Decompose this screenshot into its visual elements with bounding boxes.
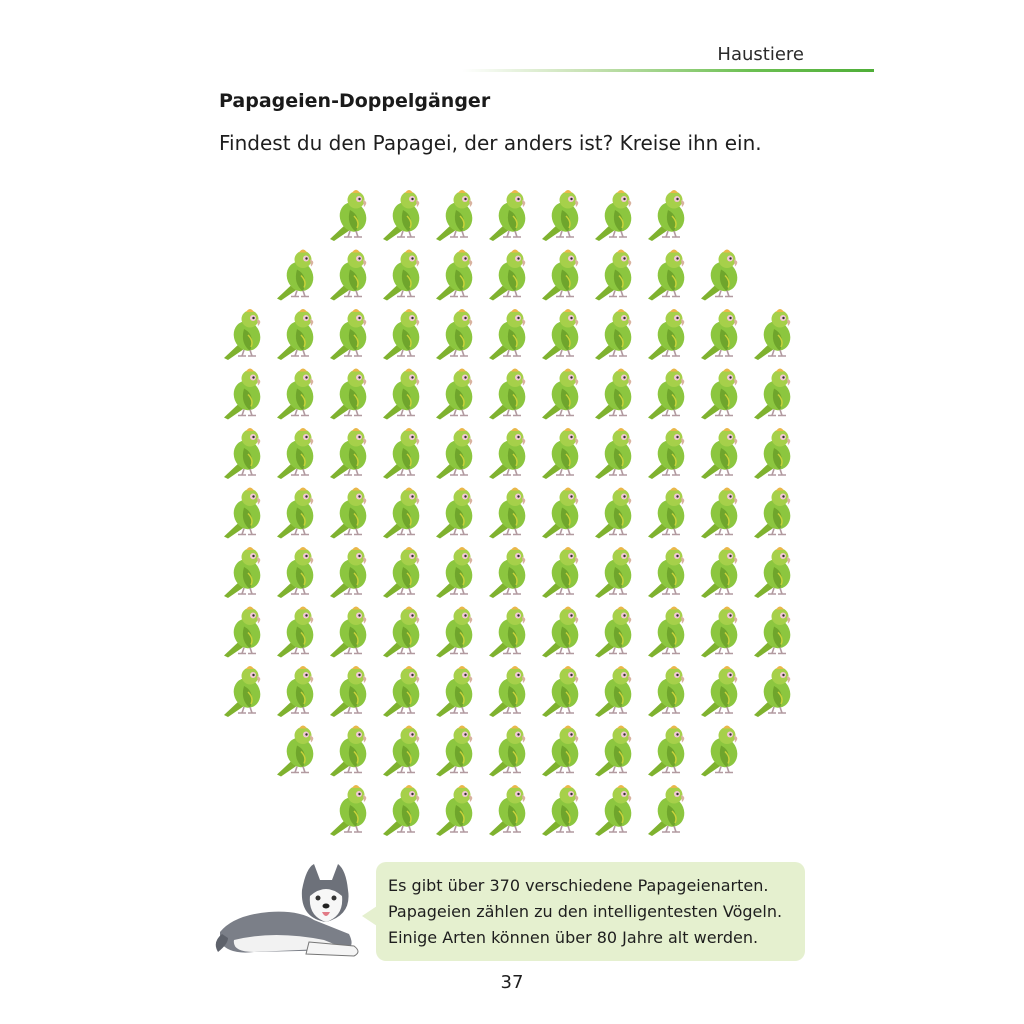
parrot-icon[interactable] xyxy=(542,369,583,420)
section-label: Haustiere xyxy=(717,44,804,65)
parrot-icon[interactable] xyxy=(542,309,583,360)
parrot-icon[interactable] xyxy=(542,547,583,598)
parrot-icon[interactable] xyxy=(277,250,318,301)
parrot-icon[interactable] xyxy=(224,666,265,717)
parrot-icon[interactable] xyxy=(595,547,636,598)
info-line: Papageien zählen zu den intelligentesten Vögeln. xyxy=(388,902,783,921)
parrot-icon[interactable] xyxy=(648,607,689,658)
parrot-icon[interactable] xyxy=(383,726,424,777)
parrot-icon[interactable] xyxy=(383,547,424,598)
parrot-icon[interactable] xyxy=(277,726,318,777)
parrot-icon[interactable] xyxy=(330,369,371,420)
parrot-icon[interactable] xyxy=(754,547,795,598)
parrot-icon[interactable] xyxy=(542,726,583,777)
parrot-icon[interactable] xyxy=(277,428,318,479)
parrot-icon[interactable] xyxy=(701,369,742,420)
parrot-icon[interactable] xyxy=(224,369,265,420)
parrot-icon[interactable] xyxy=(277,488,318,539)
parrot-icon[interactable] xyxy=(701,250,742,301)
parrot-icon[interactable] xyxy=(436,547,477,598)
parrot-icon[interactable] xyxy=(754,666,795,717)
info-box-tail xyxy=(362,906,377,926)
parrot-icon[interactable] xyxy=(383,428,424,479)
parrot-icon[interactable] xyxy=(330,428,371,479)
parrot-icon[interactable] xyxy=(330,726,371,777)
parrot-icon[interactable] xyxy=(330,785,371,836)
parrot-icon[interactable] xyxy=(436,785,477,836)
parrot-icon[interactable] xyxy=(542,190,583,241)
husky-dog-icon xyxy=(214,860,374,965)
parrot-icon[interactable] xyxy=(383,369,424,420)
parrot-icon[interactable] xyxy=(224,309,265,360)
parrot-icon[interactable] xyxy=(489,250,530,301)
info-line: Einige Arten können über 80 Jahre alt werden. xyxy=(388,928,759,947)
parrot-icon[interactable] xyxy=(436,488,477,539)
parrot-icon[interactable] xyxy=(595,250,636,301)
parrot-icon[interactable] xyxy=(648,726,689,777)
header-rule xyxy=(462,69,874,72)
parrot-icon[interactable] xyxy=(436,369,477,420)
parrot-icon[interactable] xyxy=(383,785,424,836)
parrot-icon[interactable] xyxy=(754,488,795,539)
parrot-icon[interactable] xyxy=(542,785,583,836)
exercise-title: Papageien-Doppelgänger xyxy=(219,90,491,112)
parrot-icon[interactable] xyxy=(383,666,424,717)
parrot-icon[interactable] xyxy=(277,607,318,658)
parrot-icon[interactable] xyxy=(648,547,689,598)
parrot-icon[interactable] xyxy=(542,250,583,301)
parrot-icon[interactable] xyxy=(595,369,636,420)
parrot-icon[interactable] xyxy=(489,488,530,539)
parrot-icon[interactable] xyxy=(648,428,689,479)
parrot-icon[interactable] xyxy=(595,607,636,658)
parrot-icon[interactable] xyxy=(542,488,583,539)
parrot-icon[interactable] xyxy=(436,726,477,777)
parrot-icon[interactable] xyxy=(701,309,742,360)
parrot-icon[interactable] xyxy=(489,369,530,420)
parrot-icon[interactable] xyxy=(648,309,689,360)
parrot-icon[interactable] xyxy=(595,428,636,479)
parrot-icon[interactable] xyxy=(489,607,530,658)
parrot-icon[interactable] xyxy=(648,190,689,241)
parrot-icon[interactable] xyxy=(330,488,371,539)
parrot-icon[interactable] xyxy=(224,607,265,658)
parrot-icon[interactable] xyxy=(701,488,742,539)
info-line: Es gibt über 370 verschiedene Papageienarten. xyxy=(388,876,769,895)
parrot-icon[interactable] xyxy=(489,666,530,717)
parrot-icon[interactable] xyxy=(383,190,424,241)
parrot-icon[interactable] xyxy=(489,428,530,479)
parrot-icon[interactable] xyxy=(330,250,371,301)
parrot-icon[interactable] xyxy=(595,488,636,539)
parrot-icon[interactable] xyxy=(542,428,583,479)
parrot-icon[interactable] xyxy=(648,369,689,420)
parrot-icon[interactable] xyxy=(383,309,424,360)
parrot-icon[interactable] xyxy=(595,726,636,777)
parrot-icon[interactable] xyxy=(701,666,742,717)
parrot-icon[interactable] xyxy=(277,666,318,717)
parrot-icon[interactable] xyxy=(542,607,583,658)
parrot-icon[interactable] xyxy=(648,250,689,301)
page-number: 37 xyxy=(500,972,524,993)
parrot-icon[interactable] xyxy=(224,428,265,479)
parrot-icon[interactable] xyxy=(224,488,265,539)
parrot-icon[interactable] xyxy=(648,785,689,836)
parrot-icon[interactable] xyxy=(701,547,742,598)
parrot-icon[interactable] xyxy=(701,607,742,658)
parrot-icon[interactable] xyxy=(330,309,371,360)
exercise-instruction: Findest du den Papagei, der anders ist? Kreise ihn ein. xyxy=(219,131,762,155)
parrot-icon[interactable] xyxy=(489,726,530,777)
parrot-icon[interactable] xyxy=(701,726,742,777)
parrot-icon[interactable] xyxy=(754,607,795,658)
parrot-icon[interactable] xyxy=(277,309,318,360)
parrot-icon[interactable] xyxy=(648,666,689,717)
parrot-icon[interactable] xyxy=(595,190,636,241)
parrot-icon[interactable] xyxy=(542,666,583,717)
parrot-icon[interactable] xyxy=(595,666,636,717)
parrot-icon[interactable] xyxy=(489,190,530,241)
parrot-icon[interactable] xyxy=(330,190,371,241)
parrot-icon[interactable] xyxy=(436,309,477,360)
parrot-icon[interactable] xyxy=(436,190,477,241)
parrot-icon[interactable] xyxy=(436,428,477,479)
parrot-icon[interactable] xyxy=(383,250,424,301)
parrot-icon[interactable] xyxy=(754,309,795,360)
parrot-icon[interactable] xyxy=(277,547,318,598)
parrot-icon[interactable] xyxy=(330,547,371,598)
parrot-icon[interactable] xyxy=(330,607,371,658)
parrot-icon[interactable] xyxy=(277,369,318,420)
info-text xyxy=(388,873,782,951)
parrot-icon[interactable] xyxy=(701,428,742,479)
parrot-icon[interactable] xyxy=(489,547,530,598)
parrot-icon[interactable] xyxy=(754,369,795,420)
parrot-icon[interactable] xyxy=(436,666,477,717)
parrot-icon[interactable] xyxy=(383,488,424,539)
parrot-icon[interactable] xyxy=(489,785,530,836)
parrot-icon[interactable] xyxy=(595,309,636,360)
parrot-icon[interactable] xyxy=(330,666,371,717)
parrot-icon[interactable] xyxy=(754,428,795,479)
parrot-icon[interactable] xyxy=(383,607,424,658)
parrot-icon[interactable] xyxy=(224,547,265,598)
parrot-icon[interactable] xyxy=(489,309,530,360)
parrot-icon[interactable] xyxy=(436,607,477,658)
parrot-icon[interactable] xyxy=(648,488,689,539)
parrot-icon[interactable] xyxy=(595,785,636,836)
parrot-icon[interactable] xyxy=(436,250,477,301)
